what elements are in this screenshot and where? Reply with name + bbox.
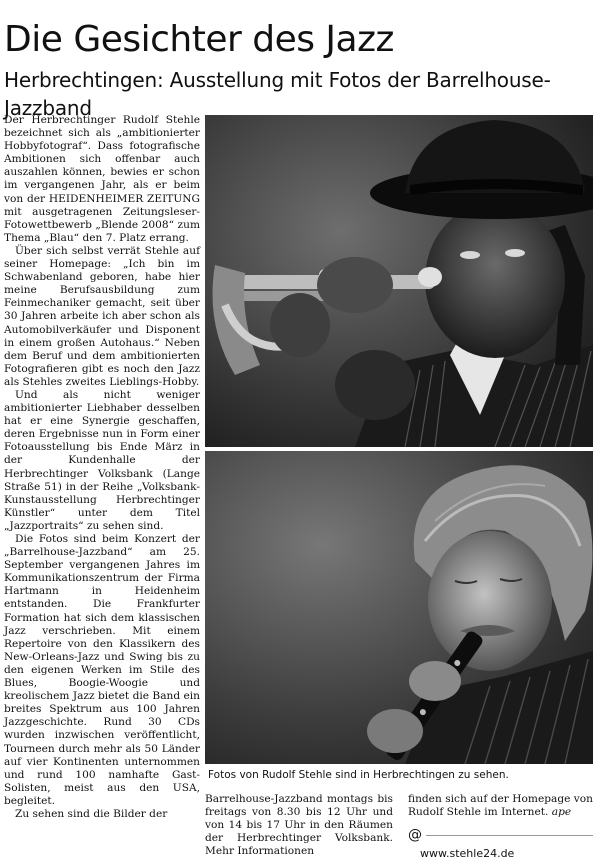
paragraph-3: Und als nicht weniger ambitionierter Liebhaber desselben hat er eine Synergie geschaffen, deren Ergebnisse nun in Form einer Fotoausstellung bis Ende März in der Kundenhalle der Herbrechtinger Volksbank (Lange Straße 51) in der Reihe „Volksbank-Kunstausstellung Herbrechtinger Künstler“ unter dem Titel „Jazzportraits“ zu sehen sind. xyxy=(4,388,200,532)
paragraph-1: Der Herbrechtinger Rudolf Stehle bezeichnet sich als „ambitionierter Hobbyfotograf“. Dass fotografische Ambitionen sich offenbar auch auszahlen können, bewies er schon im vergangenen Jahr, als er beim von der HEIDENHEIMER ZEITUNG mit ausgetragenen Zeitungsleser-Fotowettbewerb „Blende 2008“ zum Thema „Blau“ den 7. Platz errang. xyxy=(4,114,200,244)
photo-trumpeter xyxy=(205,115,593,447)
photo-clarinetist-image xyxy=(205,451,593,764)
continuation-middle: Barrelhouse-Jazzband montags bis freitags von 8.30 bis 12 Uhr und von 14 bis 17 Uhr in den Räumen der Herbrechtinger Volksbank. Mehr Informationen xyxy=(205,793,393,858)
article-column-left xyxy=(4,114,200,821)
photo-caption: Fotos von Rudolf Stehle sind in Herbrechtingen zu sehen. xyxy=(208,769,509,781)
web-divider xyxy=(408,835,593,836)
author-abbreviation: ape xyxy=(551,806,572,819)
article-column-middle xyxy=(205,793,393,858)
web-reference xyxy=(408,827,593,860)
photo-trumpeter-image xyxy=(205,115,593,447)
paragraph-4: Die Fotos sind beim Konzert der „Barrelhouse-Jazzband“ am 25. September vergangenen Jahres im Kommunikationszentrum der Firma Hartmann in Heidenheim entstanden. Die Frankfurter Formation hat sich dem klassischen Jazz verschrieben. Mit einem Repertoire von den Klassikern des New-Orleans-Jazz und Swing bis zu den eigenen Werken im Stile des Blues, Boogie-Woogie und kreolischem Jazz bietet die Band ein breites Spektrum aus 100 Jahren Jazzgeschichte. Rund 30 CDs wurden inzwischen veröffentlicht, Tourneen durch mehr als 50 Länder auf vier Kontinenten unternommen und rund 100 namhafte Gast-Solisten, meist aus den USA, begleitet. xyxy=(4,533,200,807)
headline: Die Gesichter des Jazz xyxy=(4,19,394,60)
at-icon: @ xyxy=(408,827,426,843)
photo-clarinetist xyxy=(205,451,593,764)
article-column-right xyxy=(408,793,593,819)
paragraph-2: Über sich selbst verrät Stehle auf seiner Homepage: „Ich bin im Schwabenland geboren, habe hier meine Berufsausbildung zum Feinmechaniker gemacht, seit über 30 Jahren arbeite ich aber schon als Automobilverkäufer und Disponent in einem großen Autohaus.“ Neben dem Beruf und dem ambitionierten Fotografieren gibt es noch den Jazz als Stehles zweites Lieblings-Hobby. xyxy=(4,244,200,388)
website-link[interactable]: www.stehle24.de xyxy=(420,847,515,860)
subheadline: Herbrechtingen: Ausstellung mit Fotos der Barrelhouse-Jazzband xyxy=(4,68,551,120)
paragraph-5: Zu sehen sind die Bilder der xyxy=(15,807,168,820)
continuation-right: finden sich auf der Homepage von Rudolf Stehle im Internet. xyxy=(408,793,593,819)
